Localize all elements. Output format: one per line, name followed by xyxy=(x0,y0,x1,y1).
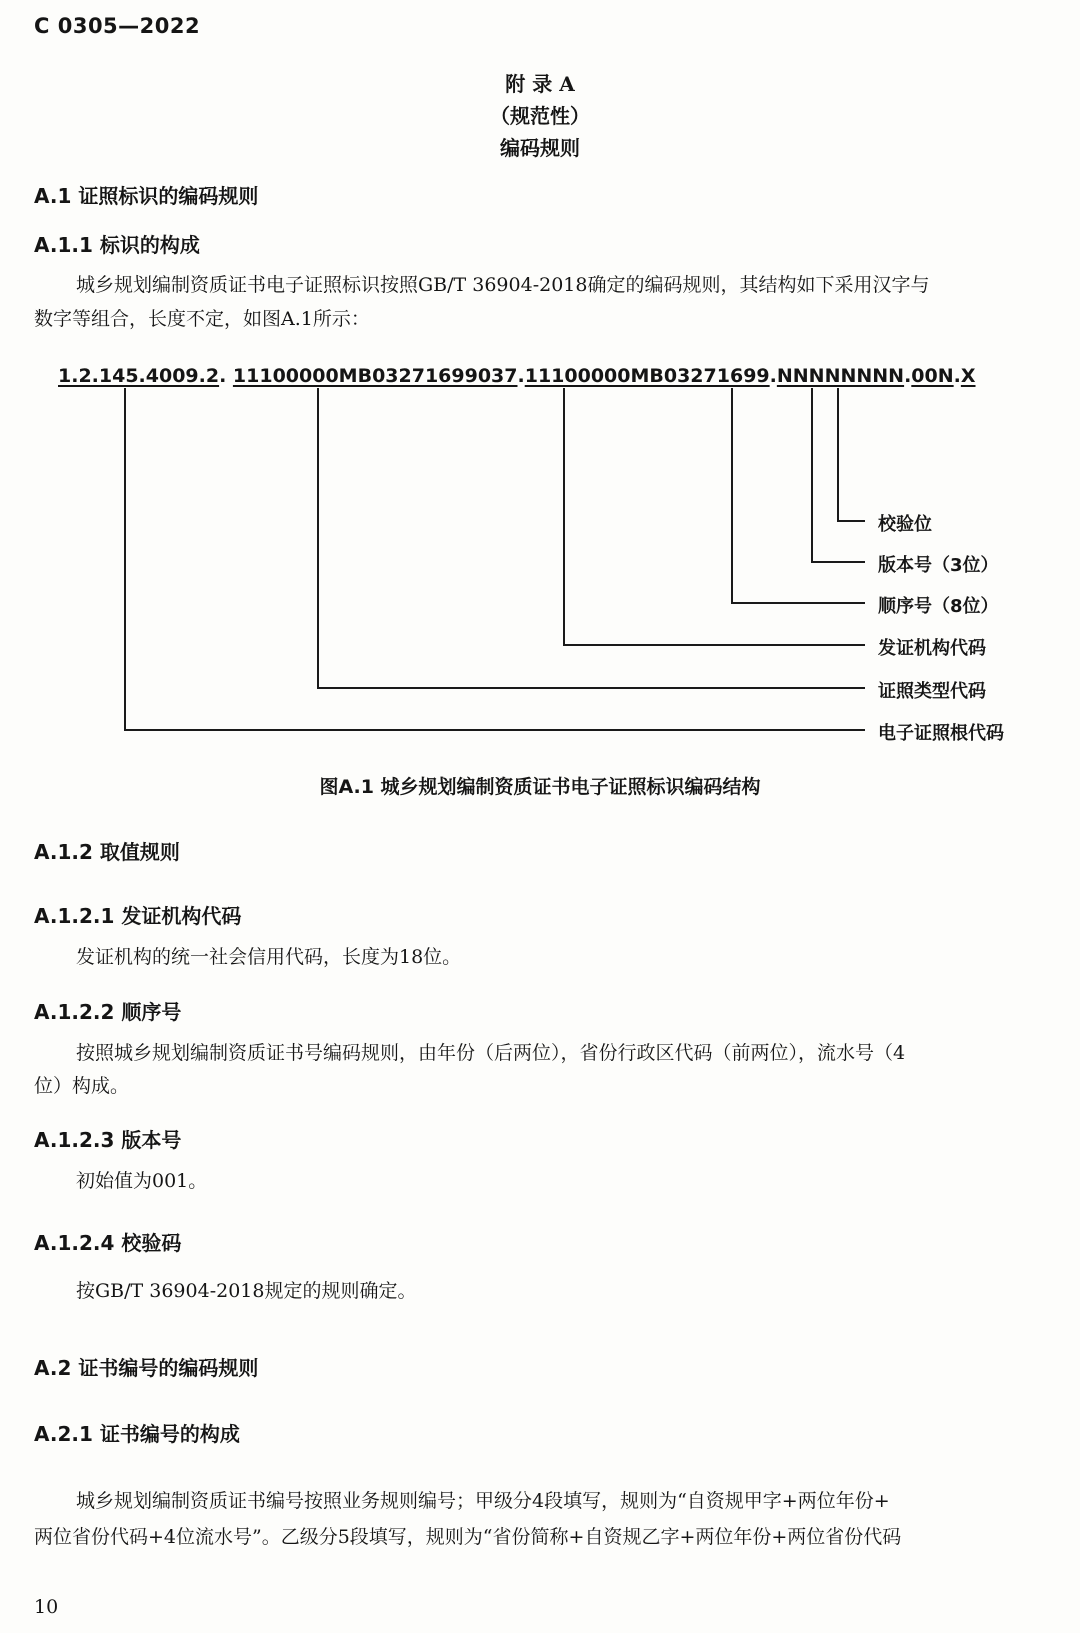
label-version: 版本号（3位） xyxy=(878,555,999,576)
heading-a123: A.1.2.3 版本号 xyxy=(34,1128,182,1152)
label-issuer-code: 发证机构代码 xyxy=(878,638,986,659)
connector-type xyxy=(318,388,865,688)
code-segment-check: X xyxy=(960,365,976,387)
paragraph-a21-line1: 城乡规划编制资质证书编号按照业务规则编号；甲级分4段填写，规则为“自资规甲字+两位年份+ xyxy=(76,1490,890,1512)
paragraph-a11-line2: 数字等组合，长度不定，如图A.1所示： xyxy=(34,308,370,330)
appendix-name: 编码规则 xyxy=(500,136,580,160)
page-number: 10 xyxy=(34,1596,59,1618)
heading-a12: A.1.2 取值规则 xyxy=(34,840,180,864)
paragraph-a123: 初始值为001。 xyxy=(76,1170,208,1192)
code-segment-root: 1.2.145.4009.2 xyxy=(58,365,220,387)
code-separator: . xyxy=(953,365,961,387)
connector-sequence xyxy=(732,388,865,603)
label-type-code: 证照类型代码 xyxy=(878,681,986,702)
figure-caption: 图A.1 城乡规划编制资质证书电子证照标识编码结构 xyxy=(319,776,761,798)
heading-a2: A.2 证书编号的编码规则 xyxy=(34,1356,259,1380)
code-segment-issuer: 11100000MB03271699 xyxy=(524,365,770,387)
code-separator: . xyxy=(769,365,777,387)
connector-root xyxy=(125,388,865,730)
paragraph-a122-line1: 按照城乡规划编制资质证书号编码规则，由年份（后两位），省份行政区代码（前两位），流水号（4 xyxy=(76,1042,906,1064)
heading-a1: A.1 证照标识的编码规则 xyxy=(34,184,259,208)
connector-check xyxy=(838,388,865,521)
appendix-title: 附 录 A xyxy=(505,72,575,96)
code-separator: . xyxy=(904,365,912,387)
connector-issuer xyxy=(564,388,865,645)
paragraph-a124: 按GB/T 36904-2018规定的规则确定。 xyxy=(76,1280,417,1302)
label-sequence: 顺序号（8位） xyxy=(878,596,999,617)
code-separator: . xyxy=(219,365,227,387)
paragraph-a21-line2: 两位省份代码+4位流水号”。乙级分5段填写，规则为“省份简称+自资规乙字+两位年份+两位省份代码 xyxy=(34,1526,902,1548)
code-segment-version: 00N xyxy=(911,365,954,387)
code-segment-type: 11100000MB03271699037 xyxy=(232,365,518,387)
code-separator: . xyxy=(517,365,525,387)
paragraph-a11-line1: 城乡规划编制资质证书电子证照标识按照GB/T 36904-2018确定的编码规则，其结构如下采用汉字与 xyxy=(76,274,930,296)
paragraph-a122-line2: 位）构成。 xyxy=(34,1075,130,1097)
standard-number: C 0305—2022 xyxy=(34,14,201,38)
heading-a121: A.1.2.1 发证机构代码 xyxy=(34,904,242,928)
appendix-nature: （规范性） xyxy=(490,104,590,128)
heading-a124: A.1.2.4 校验码 xyxy=(34,1231,182,1255)
heading-a11: A.1.1 标识的构成 xyxy=(34,233,200,257)
heading-a21: A.2.1 证书编号的构成 xyxy=(34,1422,240,1446)
label-check-digit: 校验位 xyxy=(878,514,932,535)
label-root-code: 电子证照根代码 xyxy=(878,723,1004,744)
code-segment-sequence: NNNNNNNN xyxy=(776,365,905,387)
heading-a122: A.1.2.2 顺序号 xyxy=(34,1000,182,1024)
paragraph-a121: 发证机构的统一社会信用代码，长度为18位。 xyxy=(76,946,462,968)
